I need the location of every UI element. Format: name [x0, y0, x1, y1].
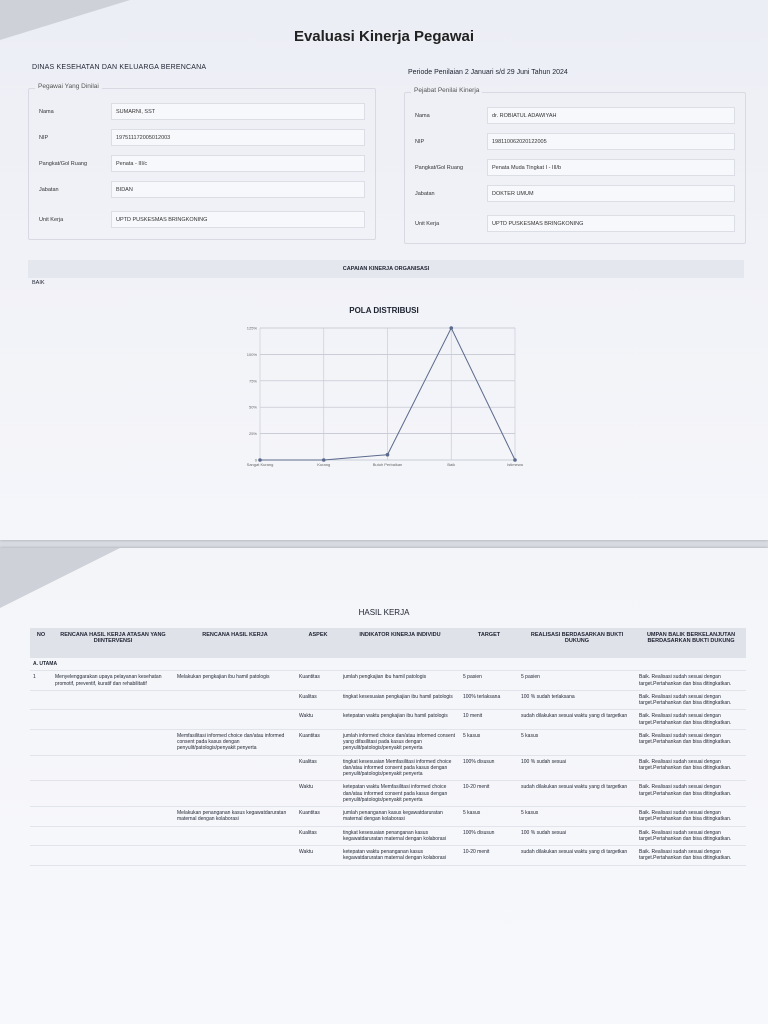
table-row	[30, 671, 746, 691]
table-row	[30, 729, 746, 755]
pegawai-field-value[interactable]: Penata - III/c	[111, 155, 365, 172]
organization-performance-band	[28, 260, 744, 278]
cell-aspek: Kualitas	[296, 690, 340, 710]
distribution-chart	[230, 320, 530, 470]
table-row	[30, 690, 746, 710]
pegawai-field-row	[29, 103, 375, 125]
x-tick-label: Baik	[447, 462, 456, 467]
cell-realisasi: 100 % sudah sesuai	[518, 826, 636, 846]
cell-umpan: Baik. Realisasi sudah sesuai dengan target.Pertahankan dan bisa ditingkatkan.	[636, 729, 746, 755]
cell-realisasi: 100 % sudah sesuai	[518, 755, 636, 781]
pegawai-field-value[interactable]: SUMARNI, SST	[111, 103, 365, 120]
cell-no	[30, 690, 52, 710]
cell-umpan: Baik. Realisasi sudah sesuai dengan target.Pertahankan dan bisa ditingkatkan.	[636, 826, 746, 846]
y-tick-label: 100%	[246, 351, 257, 357]
cell-aspek: Kuantitas	[296, 807, 340, 827]
cell-aspek: Kualitas	[296, 755, 340, 781]
penilai-field-value[interactable]: 198110062020122005	[487, 133, 735, 150]
cell-umpan: Baik. Realisasi sudah sesuai dengan target.Pertahankan dan bisa ditingkatkan.	[636, 755, 746, 781]
y-tick-label: 75%	[248, 378, 257, 384]
cell-umpan: Baik. Realisasi sudah sesuai dengan target.Pertahankan dan bisa ditingkatkan.	[636, 690, 746, 710]
cell-realisasi: sudah dilakukan sesuai waktu yang di targetkan	[518, 846, 636, 866]
employee-fieldset-legend: Pegawai Yang Dinilai	[35, 83, 102, 90]
cell-indikator: tingkat kesesuaian Memfasilitasi informed choice dan/atau informed consent pada kasus dengan penyulit/patologis/penyakit penyerta	[340, 755, 460, 781]
y-tick-label: 25%	[248, 431, 257, 437]
cell-realisasi: 5 kasus	[518, 807, 636, 827]
assessor-fieldset-legend: Pejabat Penilai Kinerja	[411, 87, 482, 94]
cell-atasan	[52, 710, 174, 730]
cell-rencana	[174, 846, 296, 866]
page-fold-shadow	[0, 548, 120, 608]
column-header: RENCANA HASIL KERJA ATASAN YANG DIINTERVENSI	[52, 628, 174, 658]
cell-atasan	[52, 826, 174, 846]
cell-indikator: ketepatan waktu penanganan kasus kegawatdaruratan maternal dengan kolaborasi	[340, 846, 460, 866]
cell-aspek: Kuantitas	[296, 671, 340, 691]
cell-aspek: Waktu	[296, 846, 340, 866]
penilai-field-label: Jabatan	[415, 191, 435, 197]
organization-name: DINAS KESEHATAN DAN KELUARGA BERENCANA	[32, 64, 207, 71]
cell-target: 10-20 menit	[460, 846, 518, 866]
cell-realisasi: 100 % sudah terlaksana	[518, 690, 636, 710]
cell-rencana	[174, 781, 296, 807]
cell-rencana	[174, 710, 296, 730]
cell-target: 100% disusun	[460, 826, 518, 846]
data-point	[258, 458, 262, 462]
cell-target: 100% disusun	[460, 755, 518, 781]
cell-no	[30, 755, 52, 781]
cell-target: 10-20 menit	[460, 781, 518, 807]
cell-rencana	[174, 826, 296, 846]
cell-aspek: Waktu	[296, 781, 340, 807]
evaluation-sheet-page-2	[0, 548, 768, 1024]
section-row	[30, 658, 746, 671]
table-row	[30, 826, 746, 846]
cell-no	[30, 710, 52, 730]
table-row	[30, 846, 746, 866]
pegawai-field-row	[29, 181, 375, 203]
column-header: REALISASI BERDASARKAN BUKTI DUKUNG	[518, 628, 636, 658]
chart-title: POLA DISTRIBUSI	[349, 306, 419, 315]
cell-atasan	[52, 690, 174, 710]
penilai-field-row	[405, 185, 745, 207]
penilai-field-value[interactable]: DOKTER UMUM	[487, 185, 735, 202]
cell-rencana: Memfasilitasi informed choice dan/atau informed consent pada kasus dengan penyulit/patologis/penyakit penyerta	[174, 729, 296, 755]
cell-realisasi: sudah dilakukan sesuai waktu yang di targetkan	[518, 781, 636, 807]
data-point	[322, 458, 326, 462]
cell-atasan: Menyelenggarakan upaya pelayanan kesehatan promotif, preventif, kuratif dan rehabilitatif	[52, 671, 174, 691]
pegawai-field-label: Nama	[39, 109, 54, 115]
cell-target: 5 kasus	[460, 729, 518, 755]
cell-no: 1	[30, 671, 52, 691]
pegawai-field-label: Pangkat/Gol Ruang	[39, 161, 88, 167]
cell-rencana: Melakukan penanganan kasus kegawatdaruratan maternal dengan kolaborasi	[174, 807, 296, 827]
cell-realisasi: sudah dilakukan sesuai waktu yang di targetkan	[518, 710, 636, 730]
table-row	[30, 781, 746, 807]
section-label: A. UTAMA	[30, 658, 746, 671]
y-tick-label: 0	[254, 457, 257, 463]
table-row	[30, 710, 746, 730]
pegawai-field-row	[29, 155, 375, 177]
data-point	[386, 453, 390, 457]
employee-fieldset	[28, 83, 376, 240]
cell-atasan	[52, 807, 174, 827]
cell-target: 5 kasus	[460, 807, 518, 827]
cell-umpan: Baik. Realisasi sudah sesuai dengan target.Pertahankan dan bisa ditingkatkan.	[636, 781, 746, 807]
cell-realisasi: 5 pasien	[518, 671, 636, 691]
penilai-field-row	[405, 133, 745, 155]
cell-indikator: jumlah informed choice dan/atau informed consent yang difasilitasi pada kasus dengan penyulit/patologis/penyakit penyerta	[340, 729, 460, 755]
cell-rencana: Melakukan pengkajian ibu hamil patologis	[174, 671, 296, 691]
organization-performance-value: BAIK	[32, 280, 45, 286]
x-tick-label: Kurang	[317, 462, 331, 467]
column-header: NO	[30, 628, 52, 658]
cell-target: 5 pasien	[460, 671, 518, 691]
cell-atasan	[52, 755, 174, 781]
x-tick-label: Butuh Perbaikan	[372, 462, 403, 467]
y-tick-label: 125%	[246, 325, 257, 331]
cell-indikator: ketepatan waktu pengkajian ibu hamil patologis	[340, 710, 460, 730]
data-point	[449, 326, 453, 330]
cell-realisasi: 5 kasus	[518, 729, 636, 755]
cell-umpan: Baik. Realisasi sudah sesuai dengan target.Pertahankan dan bisa ditingkatkan.	[636, 807, 746, 827]
pegawai-field-value[interactable]: 197511172005012003	[111, 129, 365, 146]
cell-atasan	[52, 846, 174, 866]
cell-no	[30, 846, 52, 866]
pegawai-field-value[interactable]: BIDAN	[111, 181, 365, 198]
pegawai-field-label: Jabatan	[39, 187, 59, 193]
cell-aspek: Kualitas	[296, 826, 340, 846]
penilai-field-row	[405, 215, 745, 237]
column-header: TARGET	[460, 628, 518, 658]
penilai-field-label: Nama	[415, 113, 430, 119]
cell-no	[30, 826, 52, 846]
pegawai-field-row	[29, 211, 375, 233]
cell-aspek: Kuantitas	[296, 729, 340, 755]
penilai-field-row	[405, 107, 745, 129]
cell-target: 100% terlaksana	[460, 690, 518, 710]
table-row	[30, 755, 746, 781]
cell-umpan: Baik. Realisasi sudah sesuai dengan target.Pertahankan dan bisa ditingkatkan.	[636, 671, 746, 691]
pegawai-field-label: NIP	[39, 135, 49, 141]
document-title: Evaluasi Kinerja Pegawai	[293, 28, 475, 45]
column-header: RENCANA HASIL KERJA	[174, 628, 296, 658]
cell-no	[30, 781, 52, 807]
penilai-field-label: NIP	[415, 139, 425, 145]
column-header: ASPEK	[296, 628, 340, 658]
penilai-field-value[interactable]: dr. ROBIATUL ADAWIYAH	[487, 107, 735, 124]
penilai-field-value[interactable]: Penata Muda Tingkat I - III/b	[487, 159, 735, 176]
pegawai-field-label: Unit Kerja	[39, 217, 64, 223]
cell-indikator: jumlah pengkajian ibu hamil patologis	[340, 671, 460, 691]
pegawai-field-value[interactable]: UPTD PUSKESMAS BRINGKONING	[111, 211, 365, 228]
table-header-row	[30, 628, 746, 658]
cell-aspek: Waktu	[296, 710, 340, 730]
assessor-fieldset	[404, 87, 746, 244]
cell-indikator: tingkat kesesuaian penanganan kasus kegawatdaruratan maternal dengan kolaborasi	[340, 826, 460, 846]
cell-indikator: jumlah penanganan kasus kegawatdaruratan maternal dengan kolaborasi	[340, 807, 460, 827]
penilai-field-label: Unit Kerja	[415, 221, 440, 227]
x-tick-label: Istimewa	[507, 462, 523, 467]
cell-target: 10 menit	[460, 710, 518, 730]
cell-atasan	[52, 781, 174, 807]
cell-umpan: Baik. Realisasi sudah sesuai dengan target.Pertahankan dan bisa ditingkatkan.	[636, 710, 746, 730]
cell-rencana	[174, 690, 296, 710]
y-tick-label: 50%	[248, 404, 257, 410]
assessment-period: Periode Penilaian 2 Januari s/d 29 Juni Tahun 2024	[408, 69, 568, 76]
cell-rencana	[174, 755, 296, 781]
penilai-field-row	[405, 159, 745, 181]
pegawai-field-row	[29, 129, 375, 151]
organization-performance-title: CAPAIAN KINERJA ORGANISASI	[342, 266, 430, 272]
column-header: UMPAN BALIK BERKELANJUTAN BERDASARKAN BUKTI DUKUNG	[636, 628, 746, 658]
penilai-field-label: Pangkat/Gol Ruang	[415, 165, 464, 171]
cell-indikator: ketepatan waktu Memfasilitasi informed choice dan/atau informed consent pada kasus dengan penyulit/patologis/penyakit penyerta	[340, 781, 460, 807]
x-tick-label: Sangat Kurang	[246, 462, 274, 467]
work-results-table	[30, 628, 746, 866]
cell-no	[30, 807, 52, 827]
penilai-field-value[interactable]: UPTD PUSKESMAS BRINGKONING	[487, 215, 735, 232]
column-header: INDIKATOR KINERJA INDIVIDU	[340, 628, 460, 658]
data-point	[513, 458, 517, 462]
work-results-title: HASIL KERJA	[358, 608, 410, 617]
cell-umpan: Baik. Realisasi sudah sesuai dengan target.Pertahankan dan bisa ditingkatkan.	[636, 846, 746, 866]
table-row	[30, 807, 746, 827]
cell-no	[30, 729, 52, 755]
cell-atasan	[52, 729, 174, 755]
cell-indikator: tingkat kesesuaian pengkajian ibu hamil patologis	[340, 690, 460, 710]
